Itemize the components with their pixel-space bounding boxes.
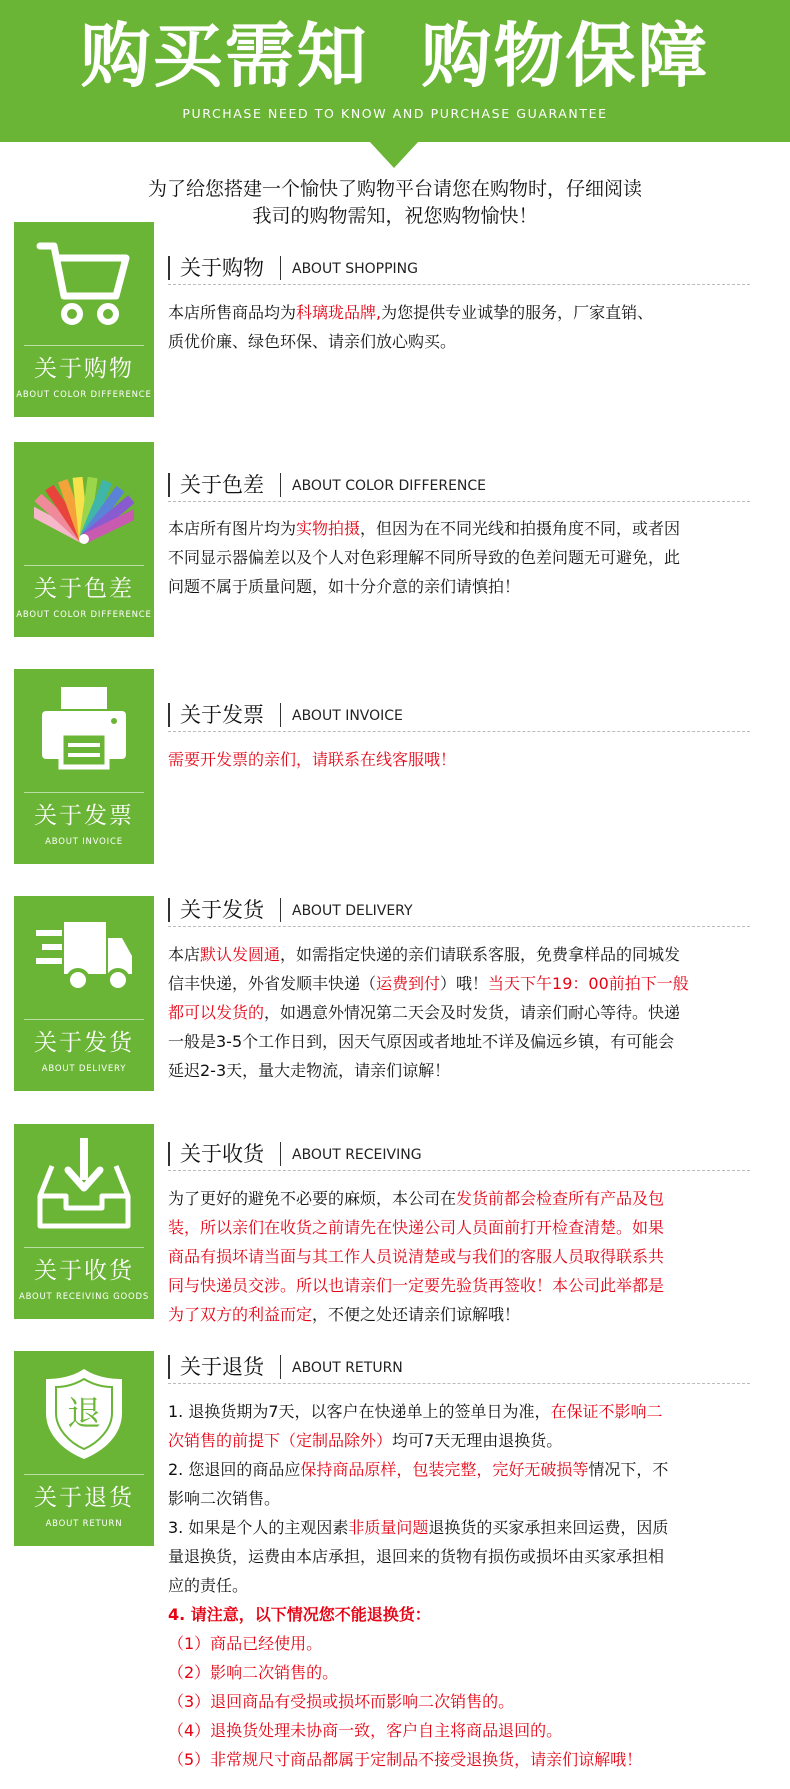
invoice-title-cn: 关于发票	[180, 703, 264, 727]
invoice-body	[168, 745, 758, 774]
delivery-text: ）哦！	[440, 974, 489, 993]
returns-text: 3. 如果是个人的主观因素	[168, 1518, 349, 1537]
color-highlight: 实物拍摄	[296, 519, 361, 538]
returns-highlight: 非质量问题	[348, 1518, 429, 1537]
return-shield-icon	[34, 1363, 134, 1463]
returns-notice-item: （4）退换货处理未协商一致，客户自主将商品退回的。	[168, 1721, 563, 1740]
delivery-label: 关于发货	[34, 1030, 134, 1056]
receiving-label: 关于收货	[34, 1258, 134, 1284]
delivery-highlight: 都可以发货的	[168, 1003, 265, 1022]
invoice-heading	[168, 699, 750, 732]
returns-text: 均可7天无理由退换货。	[392, 1431, 563, 1450]
intro-line-2: 我司的购物需知，祝您购物愉快！	[252, 205, 538, 227]
returns-title-cn: 关于退货	[180, 1355, 264, 1379]
invoice-label: 关于发票	[34, 803, 134, 829]
delivery-highlight: 运费到付	[376, 974, 441, 993]
delivery-highlight: 默认发圆通	[200, 945, 281, 964]
icon-divider	[24, 1019, 144, 1020]
color-heading	[168, 469, 750, 502]
receiving-title-cn: 关于收货	[180, 1142, 264, 1166]
returns-text: 情况下，不	[588, 1460, 669, 1479]
returns-text: 应的责任。	[168, 1576, 249, 1595]
returns-body	[168, 1397, 758, 1774]
invoice-title-en: ABOUT INVOICE	[292, 708, 403, 724]
returns-highlight: 次销售的前提下（定制品除外）	[168, 1431, 393, 1450]
color-text: 不同显示器偏差以及个人对色彩理解不同所导致的色差问题无可避免，此	[168, 548, 681, 567]
returns-title-en: ABOUT RETURN	[292, 1360, 403, 1376]
returns-text: 影响二次销售。	[168, 1489, 281, 1508]
page-title: 购买需知 购物保障	[80, 15, 710, 97]
delivery-text: 一般是3-5个工作日到，因天气原因或者地址不详及偏远乡镇，有可能会	[168, 1032, 675, 1051]
receiving-highlight: 商品有损坏请当面与其工作人员说清楚或与我们的客服人员取得联系共	[168, 1247, 665, 1266]
heading-separator	[280, 473, 281, 497]
receiving-highlight: 同与快递员交涉。所以也请亲们一定要先验货再签收！本公司此举都是	[168, 1276, 665, 1295]
delivery-heading	[168, 894, 750, 927]
icon-divider	[24, 792, 144, 793]
heading-separator	[280, 898, 281, 922]
returns-notice-item: （1）商品已经使用。	[168, 1634, 323, 1653]
heading-separator	[280, 1355, 281, 1379]
icon-divider	[24, 1247, 144, 1248]
shopping-brand: 科璃珑品牌,	[296, 303, 382, 322]
delivery-label-en: ABOUT DELIVERY	[41, 1064, 127, 1074]
delivery-truck-icon	[34, 908, 134, 1008]
returns-label: 关于退货	[34, 1485, 134, 1511]
heading-separator	[280, 703, 281, 727]
returns-text: 1. 退换货期为7天，以客户在快递单上的签单日为准，	[168, 1402, 551, 1421]
delivery-highlight: 当天下午19：00前拍下一般	[488, 974, 689, 993]
invoice-label-en: ABOUT INVOICE	[45, 837, 123, 847]
receiving-title-en: ABOUT RECEIVING	[292, 1147, 422, 1163]
shopping-icon-box	[14, 222, 154, 417]
color-title-cn: 关于色差	[180, 473, 264, 497]
receiving-heading	[168, 1138, 750, 1171]
color-label: 关于色差	[34, 576, 134, 602]
shopping-label-en: ABOUT COLOR DIFFERENCE	[16, 390, 152, 400]
shopping-text: 为您提供专业诚挚的服务，厂家直销、	[381, 303, 654, 322]
receiving-highlight: 为了双方的利益而定	[168, 1305, 313, 1324]
heading-bar	[168, 1142, 170, 1166]
delivery-text: ，如需指定快递的亲们请联系客服，免费拿样品的同城发	[280, 945, 681, 964]
intro-line-1: 为了给您搭建一个愉快了购物平台请您在购物时，仔细阅读	[147, 178, 642, 200]
returns-notice-item: （2）影响二次销售的。	[168, 1663, 339, 1682]
returns-icon-box	[14, 1351, 154, 1546]
color-label-en: ABOUT COLOR DIFFERENCE	[16, 610, 152, 620]
delivery-text: ，如遇意外情况第二天会及时发货，请亲们耐心等待。快递	[264, 1003, 681, 1022]
returns-highlight: 在保证不影响二	[550, 1402, 663, 1421]
page-subtitle: PURCHASE NEED TO KNOW AND PURCHASE GUARANTEE	[182, 106, 608, 121]
invoice-icon-box	[14, 669, 154, 864]
returns-label-en: ABOUT RETURN	[45, 1519, 123, 1529]
returns-text: 退换货的买家承担来回运费，因质	[428, 1518, 669, 1537]
delivery-text: 延迟2-3天，量大走物流，请亲们谅解！	[168, 1061, 451, 1080]
color-text: ，但因为在不同光线和拍摄角度不同，或者因	[360, 519, 681, 538]
color-icon-box	[14, 442, 154, 637]
returns-notice-title: 4. 请注意，以下情况您不能退换货：	[168, 1605, 431, 1624]
shopping-text: 质优价廉、绿色环保、请亲们放心购买。	[168, 332, 457, 351]
header-banner	[0, 0, 790, 142]
color-title-en: ABOUT COLOR DIFFERENCE	[292, 478, 487, 494]
return-icon-glyph: 退	[67, 1394, 101, 1434]
shopping-body	[168, 298, 758, 356]
returns-text: 量退换货，运费由本店承担，退回来的货物有损伤或损坏由买家承担相	[168, 1547, 665, 1566]
shopping-title-en: ABOUT SHOPPING	[292, 261, 418, 277]
inbox-download-icon	[34, 1136, 134, 1236]
invoice-text: 需要开发票的亲们，请联系在线客服哦！	[168, 750, 457, 769]
heading-bar	[168, 898, 170, 922]
receiving-text: 为了更好的避免不必要的麻烦，本公司在	[168, 1189, 457, 1208]
heading-separator	[280, 1142, 281, 1166]
heading-bar	[168, 1355, 170, 1379]
color-text: 本店所有图片均为	[168, 519, 297, 538]
receiving-highlight: 发货前都会检查所有产品及包	[456, 1189, 665, 1208]
cart-icon	[34, 234, 134, 334]
receiving-label-en: ABOUT RECEIVING GOODS	[18, 1292, 150, 1302]
heading-bar	[168, 703, 170, 727]
color-fan-icon	[34, 454, 134, 554]
delivery-title-cn: 关于发货	[180, 898, 264, 922]
delivery-body	[168, 940, 758, 1085]
heading-bar	[168, 256, 170, 280]
returns-notice-item: （5）非常规尺寸商品都属于定制品不接受退换货，请亲们谅解哦！	[168, 1750, 643, 1769]
receiving-highlight: 装，所以亲们在收货之前请先在快递公司人员面前打开检查清楚。如果	[168, 1218, 665, 1237]
printer-icon	[34, 681, 134, 781]
delivery-text: 信丰快递，外省发顺丰快递（	[168, 974, 377, 993]
shopping-label: 关于购物	[34, 356, 134, 382]
shopping-text: 本店所售商品均为	[168, 303, 297, 322]
receiving-text: ，不便之处还请亲们谅解哦！	[312, 1305, 521, 1324]
returns-notice-item: （3）退回商品有受损或损坏而影响二次销售的。	[168, 1692, 515, 1711]
delivery-title-en: ABOUT DELIVERY	[292, 903, 413, 919]
icon-divider	[24, 1474, 144, 1475]
delivery-icon-box	[14, 896, 154, 1091]
color-text: 问题不属于质量问题，如十分介意的亲们请慎拍！	[168, 577, 521, 596]
returns-heading	[168, 1351, 750, 1384]
returns-highlight: 保持商品原样，包装完整，完好无破损等	[300, 1460, 589, 1479]
icon-divider	[24, 565, 144, 566]
heading-separator	[280, 256, 281, 280]
shopping-title-cn: 关于购物	[180, 256, 264, 280]
color-body	[168, 514, 758, 601]
heading-bar	[168, 473, 170, 497]
header-arrow	[369, 141, 419, 168]
icon-divider	[24, 345, 144, 346]
returns-text: 2. 您退回的商品应	[168, 1460, 301, 1479]
receiving-body	[168, 1184, 758, 1329]
delivery-text: 本店	[168, 945, 201, 964]
receiving-icon-box	[14, 1124, 154, 1319]
shopping-heading	[168, 252, 750, 285]
